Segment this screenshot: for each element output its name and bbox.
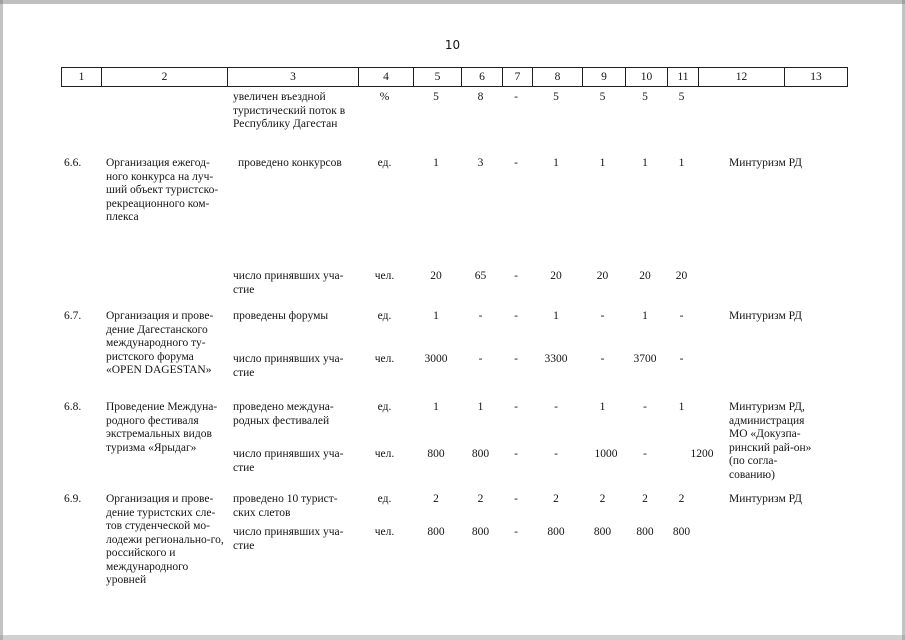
activity-text: Проведение Междуна-родного фестиваля экстремальных видов туризма «Ярыдаг» <box>106 401 218 454</box>
value-col7: - <box>514 526 518 538</box>
executor-text: Минтуризм РД <box>729 493 802 505</box>
value-col6: 800 <box>471 448 490 460</box>
value-col5: 1 <box>433 401 439 413</box>
value-col10: 800 <box>636 526 654 538</box>
value-col10: 1 <box>642 157 648 169</box>
unit-cell: чел. <box>374 353 395 365</box>
unit-cell: ед. <box>377 401 392 413</box>
column-header: 3 <box>228 68 359 87</box>
value-col6: 3 <box>477 157 484 169</box>
value-col7: - <box>514 270 518 282</box>
value-col11: 2 <box>678 493 685 505</box>
value-col10: - <box>643 448 647 460</box>
value-col10: - <box>643 401 647 413</box>
value-col10: 2 <box>642 493 648 505</box>
value-col7: - <box>514 353 518 365</box>
column-header: 7 <box>503 68 533 87</box>
value-col5: 20 <box>430 270 442 282</box>
value-col7: - <box>514 91 518 103</box>
value-col11: 1 <box>678 157 685 169</box>
value-col6: 2 <box>477 493 484 505</box>
page-number: 10 <box>444 38 461 52</box>
column-header: 6 <box>462 68 503 87</box>
value-col8: 1 <box>553 157 559 169</box>
value-col11: 800 <box>672 526 691 538</box>
indicator-text: число принявших уча-стие <box>233 270 344 296</box>
column-header: 4 <box>359 68 414 87</box>
value-col9: 2 <box>599 493 606 505</box>
row-number: 6.7. <box>64 310 82 322</box>
value-col9: - <box>600 310 605 322</box>
unit-cell: чел. <box>374 448 395 460</box>
value-col8: 1 <box>553 310 559 322</box>
executor-text: Минтуризм РД <box>729 310 802 322</box>
scan-edge-top <box>0 0 905 4</box>
value-col5: 1 <box>433 157 439 169</box>
column-header: 2 <box>102 68 228 87</box>
value-col8: - <box>554 448 558 460</box>
scan-edge-left <box>0 0 3 640</box>
value-col5: 3000 <box>424 353 448 365</box>
indicator-text: число принявших уча-стие <box>233 448 344 474</box>
indicator-text: число принявших уча-стие <box>233 526 344 552</box>
column-header: 10 <box>626 68 668 87</box>
unit-cell: ед. <box>377 493 392 505</box>
value-col11: 1200 <box>690 448 714 460</box>
value-col5: 800 <box>427 448 445 460</box>
value-col7: - <box>514 157 518 169</box>
value-col8: 20 <box>550 270 562 282</box>
indicator-text: число принявших уча-стие <box>233 353 344 379</box>
value-col8: 3300 <box>544 353 568 365</box>
column-header-row <box>61 67 848 87</box>
value-col6: 800 <box>471 526 490 538</box>
value-col7: - <box>514 310 518 322</box>
value-col6: 8 <box>477 91 484 103</box>
value-col5: 800 <box>427 526 445 538</box>
executor-text: Минтуризм РД, администрация МО «Докузпа-ринский рай-он» (по согла-сованию) <box>729 401 812 481</box>
value-col5: 5 <box>433 91 439 103</box>
indicator-text: увеличен въездной туристический поток в Республику Дагестан <box>233 91 346 130</box>
value-col8: 800 <box>547 526 565 538</box>
scan-edge-bottom <box>0 635 905 640</box>
activity-text: Организация ежегод-ного конкурса на луч-ший объект туристско-рекреационного ком-плекса <box>106 157 219 223</box>
value-col6: - <box>478 310 483 322</box>
column-header: 8 <box>533 68 583 87</box>
unit-cell: % <box>379 91 390 103</box>
value-col10: 3700 <box>633 353 657 365</box>
unit-cell: ед. <box>377 310 392 322</box>
value-col8: 5 <box>553 91 559 103</box>
activity-text: Организация и прове-дение туристских сле-тов студенческой мо-лодежи регионально-го, российского и международного уровней <box>106 493 224 586</box>
column-header: 9 <box>583 68 626 87</box>
column-header: 1 <box>62 68 102 87</box>
value-col9: 5 <box>599 91 606 103</box>
value-col11: 1 <box>678 401 685 413</box>
value-col9: - <box>600 353 605 365</box>
value-col9: 1 <box>599 157 606 169</box>
value-col8: 2 <box>553 493 559 505</box>
column-header: 11 <box>668 68 699 87</box>
value-col9: 800 <box>593 526 612 538</box>
row-number: 6.8. <box>64 401 82 413</box>
value-col10: 1 <box>642 310 648 322</box>
indicator-text: проведено конкурсов <box>238 157 342 169</box>
value-col6: 1 <box>477 401 484 413</box>
value-col9: 20 <box>596 270 609 282</box>
row-number: 6.6. <box>64 157 82 169</box>
value-col11: - <box>679 353 684 365</box>
value-col11: 20 <box>675 270 688 282</box>
indicator-text: проведено 10 турист-ских слетов <box>233 493 338 519</box>
value-col7: - <box>514 493 518 505</box>
column-header: 12 <box>699 68 785 87</box>
value-col8: - <box>554 401 558 413</box>
unit-cell: чел. <box>374 526 395 538</box>
indicator-text: проведены форумы <box>233 310 329 322</box>
value-col7: - <box>514 401 518 413</box>
column-header: 13 <box>785 68 848 87</box>
value-col6: - <box>478 353 483 365</box>
value-col9: 1 <box>599 401 606 413</box>
unit-cell: ед. <box>377 157 392 169</box>
activity-text: Организация и прове-дение Дагестанского международного ту-ристского форума «OPEN DAGESTAN» <box>106 310 214 376</box>
value-col9: 1000 <box>594 448 618 460</box>
executor-text: Минтуризм РД <box>729 157 802 169</box>
indicator-text: проведено междуна-родных фестивалей <box>233 401 334 427</box>
value-col5: 1 <box>433 310 439 322</box>
value-col11: - <box>679 310 684 322</box>
value-col11: 5 <box>678 91 685 103</box>
row-number: 6.9. <box>64 493 82 505</box>
value-col5: 2 <box>433 493 439 505</box>
value-col6: 65 <box>474 270 487 282</box>
column-header: 5 <box>414 68 462 87</box>
value-col10: 5 <box>642 91 648 103</box>
unit-cell: чел. <box>374 270 395 282</box>
value-col7: - <box>514 448 518 460</box>
value-col10: 20 <box>639 270 651 282</box>
